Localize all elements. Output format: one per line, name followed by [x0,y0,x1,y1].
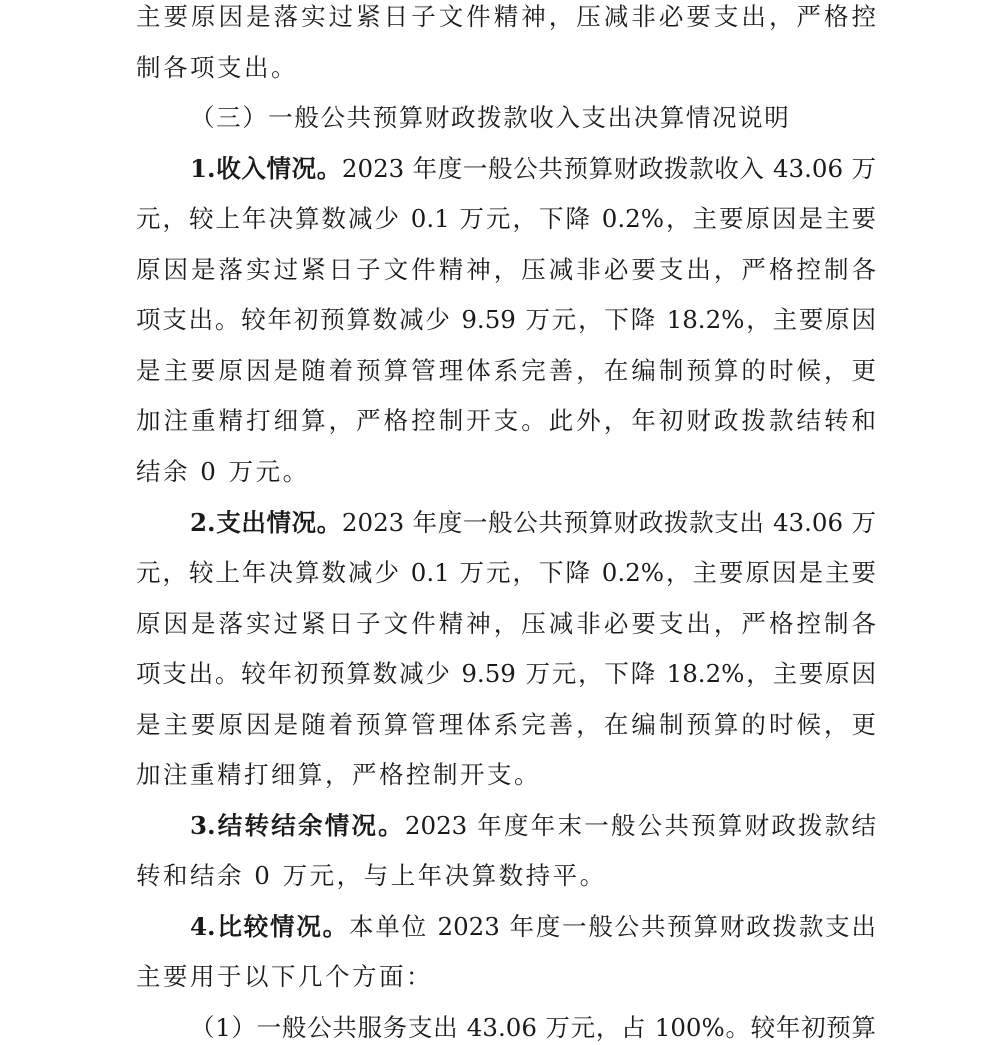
comparison-item-1: （1）一般公共服务支出 43.06 万元，占 100%。较年初预算 [190,1013,876,1042]
carryover-line-2: 转和结余 0 万元，与上年决算数持平。 [136,861,607,890]
carryover-line-1 [190,809,876,843]
expense-line-1 [190,506,876,540]
income-line-1 [190,152,876,186]
income-line-6: 加注重精打细算，严格控制开支。此外，年初财政拨款结转和 [136,406,876,435]
section-heading: （三）一般公共预算财政拨款收入支出决算情况说明 [190,103,791,132]
comparison-line-2: 主要用于以下几个方面： [136,962,433,991]
income-lead: 1.收入情况。 [190,154,342,183]
comparison-line-1 [190,910,876,944]
income-line-4: 项支出。较年初预算数减少 9.59 万元，下降 18.2%，主要原因 [136,305,876,334]
expense-line-1-text: 2023 年度一般公共预算财政拨款支出 43.06 万 [341,508,877,537]
expense-line-6: 加注重精打细算，严格控制开支。 [136,760,541,789]
carryover-lead: 3.结转结余情况。 [190,811,405,840]
expense-line-3: 原因是落实过紧日子文件精神，压减非必要支出，严格控制各 [136,609,876,638]
expense-lead: 2.支出情况。 [190,508,342,537]
income-line-3: 原因是落实过紧日子文件精神，压减非必要支出，严格控制各 [136,255,876,284]
expense-line-2: 元，较上年决算数减少 0.1 万元，下降 0.2%，主要原因是主要 [136,558,876,587]
income-line-7: 结余 0 万元。 [136,457,310,486]
intro-line-2: 制各项支出。 [136,53,298,82]
expense-line-4: 项支出。较年初预算数减少 9.59 万元，下降 18.2%，主要原因 [136,659,876,688]
comparison-lead: 4.比较情况。 [190,912,349,941]
comparison-line-1-text: 本单位 2023 年度一般公共预算财政拨款支出 [348,912,876,941]
income-line-2: 元，较上年决算数减少 0.1 万元，下降 0.2%，主要原因是主要 [136,204,876,233]
intro-line-1: 主要原因是落实过紧日子文件精神，压减非必要支出，严格控 [136,2,876,31]
carryover-line-1-text: 2023 年度年末一般公共预算财政拨款结 [404,811,877,840]
income-line-5: 是主要原因是随着预算管理体系完善，在编制预算的时候，更 [136,356,876,385]
income-line-1-text: 2023 年度一般公共预算财政拨款收入 43.06 万 [341,154,877,183]
expense-line-5: 是主要原因是随着预算管理体系完善，在编制预算的时候，更 [136,710,876,739]
